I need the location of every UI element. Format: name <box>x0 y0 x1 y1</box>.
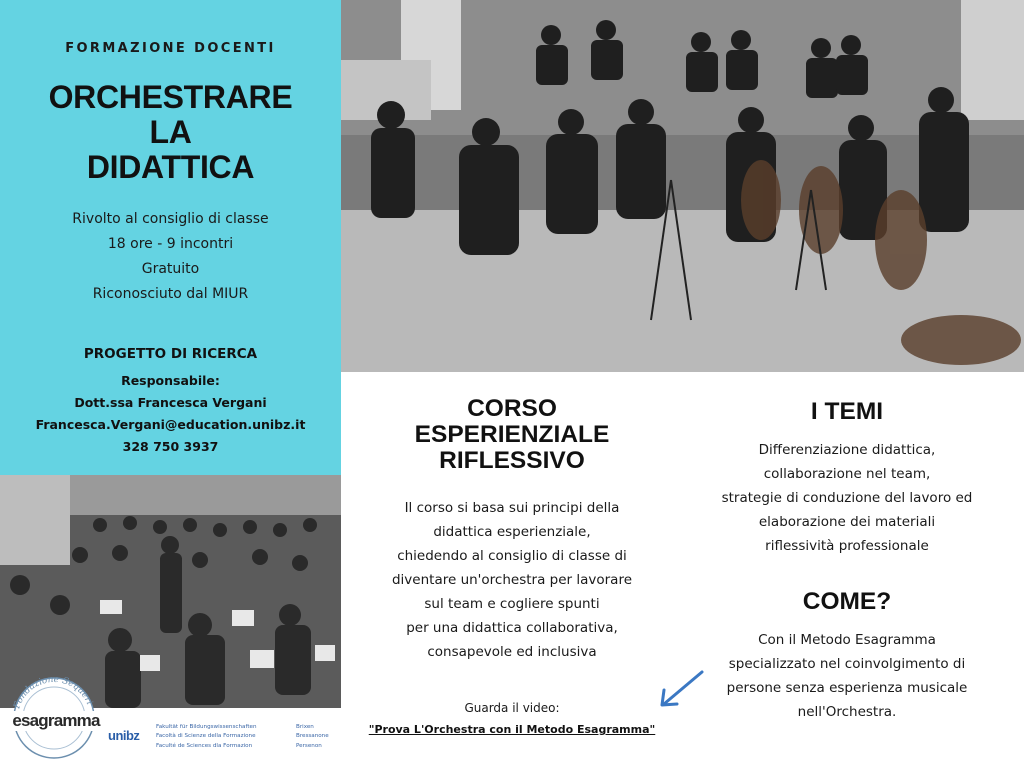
video-label: Guarda il video: <box>464 701 560 715</box>
fact-recognition: Riconosciuto dal MIUR <box>92 286 249 302</box>
esagramma-ring-text: Fondazione Sequeri <box>12 674 95 711</box>
theme-item: Differenziazione didattica, <box>758 442 936 458</box>
course-line: chiedendo al consiglio di classe di <box>397 548 627 564</box>
course-title-line: RIFLESSIVO <box>439 447 585 474</box>
contact-role: Responsabile: <box>121 373 220 388</box>
esagramma-logo <box>4 664 114 776</box>
city-names <box>296 723 329 751</box>
city-line: Bressanone <box>296 733 329 740</box>
course-description <box>352 496 672 664</box>
how-line: specializzato nel coinvolgimento di <box>728 656 966 672</box>
left-info-panel <box>0 0 341 475</box>
kicker-label: FORMAZIONE DOCENTI <box>65 41 276 56</box>
theme-item: strategie di conduzione del lavoro ed <box>721 490 973 506</box>
course-facts <box>0 207 341 307</box>
city-line: Persenon <box>296 742 322 749</box>
themes-list <box>692 438 1002 558</box>
course-line: consapevole ed inclusiva <box>427 644 597 660</box>
faculty-line: Fakultät für Bildungswissenschaften <box>156 724 257 730</box>
faculty-names <box>156 723 257 751</box>
how-description <box>692 628 1002 724</box>
how-line: Con il Metodo Esagramma <box>758 632 936 648</box>
course-line: diventare un'orchestra per lavorare <box>391 572 633 588</box>
contact-block <box>0 370 341 458</box>
course-title-line: CORSO <box>467 395 557 422</box>
fact-cost: Gratuito <box>141 261 200 277</box>
esagramma-wordmark: esagramma <box>12 711 100 730</box>
faculty-line: Facoltà di Scienze della Formazione <box>156 733 256 740</box>
contact-email[interactable]: Francesca.Vergani@education.unibz.it <box>35 417 306 432</box>
course-line: didattica esperienziale, <box>433 524 591 540</box>
unibz-logo: unibz <box>108 728 140 743</box>
title-line: LA <box>149 114 192 150</box>
page-title <box>0 80 341 185</box>
course-title-line: ESPERIENZIALE <box>414 421 610 448</box>
title-line: ORCHESTRARE <box>48 79 293 115</box>
how-line: persone senza esperienza musicale <box>726 680 968 696</box>
video-link[interactable]: "Prova L'Orchestra con il Metodo Esagramma" <box>368 723 656 736</box>
contact-phone[interactable]: 328 750 3937 <box>122 439 219 454</box>
title-line: DIDATTICA <box>86 149 255 185</box>
themes-title: I TEMI <box>810 398 884 425</box>
how-title: COME? <box>802 588 892 615</box>
research-heading: PROGETTO DI RICERCA <box>83 346 258 362</box>
orchestra-rehearsal-photo <box>341 0 1024 372</box>
theme-item: collaborazione nel team, <box>763 466 931 482</box>
theme-item: elaborazione dei materiali <box>758 514 936 530</box>
theme-item: riflessività professionale <box>765 538 929 554</box>
city-line: Brixen <box>296 724 314 730</box>
course-line: Il corso si basa sui principi della <box>404 500 620 516</box>
fact-hours: 18 ore - 9 incontri <box>107 236 234 252</box>
course-line: per una didattica collaborativa, <box>406 620 618 636</box>
course-line: sul team e cogliere spunti <box>424 596 600 612</box>
course-title <box>372 396 652 474</box>
faculty-line: Faculté de Sciences dla Formazion <box>156 742 253 749</box>
how-line: nell'Orchestra. <box>797 704 897 720</box>
contact-name: Dott.ssa Francesca Vergani <box>74 395 267 410</box>
fact-audience: Rivolto al consiglio di classe <box>72 211 269 227</box>
